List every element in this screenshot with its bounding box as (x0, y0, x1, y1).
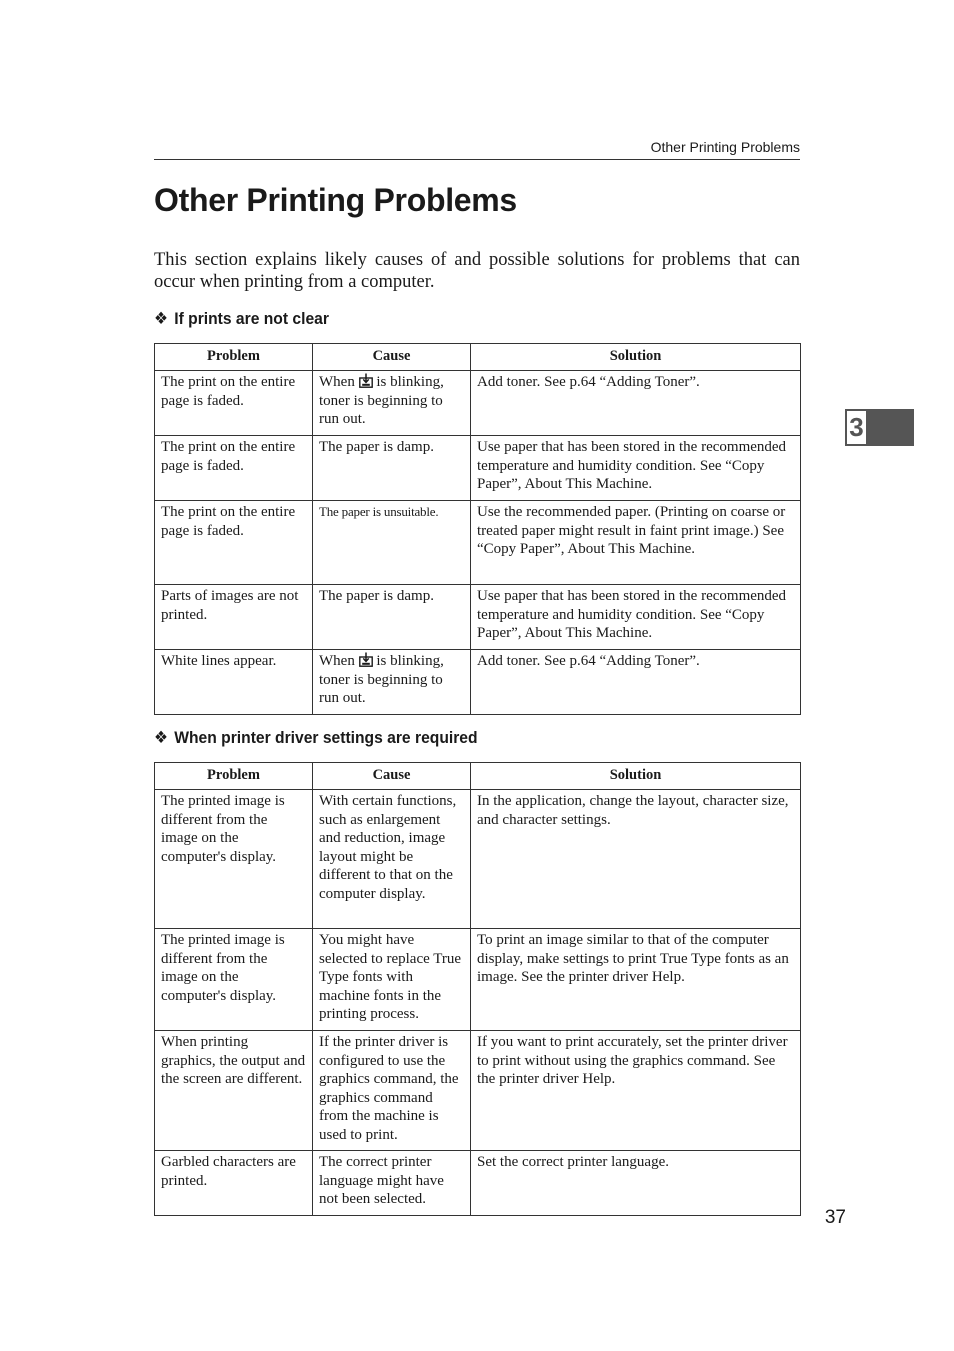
table-driver-settings (154, 762, 801, 1216)
problem-cell: The print on the entire page is faded. (155, 501, 313, 585)
solution-cell: In the application, change the layout, character size, and character settings. (471, 790, 801, 929)
problem-cell: Garbled characters are printed. (155, 1151, 313, 1216)
section-heading-text: When printer driver settings are required (174, 728, 478, 747)
problem-cell: The print on the entire page is faded. (155, 436, 313, 501)
cause-cell (313, 650, 471, 715)
chapter-number: 3 (845, 409, 868, 446)
table-header-row (155, 344, 801, 371)
problem-cell: The printed image is different from the image on the computer's display. (155, 790, 313, 929)
cause-cell: If the printer driver is configured to use the graphics command, the graphics command from the machine is used to print. (313, 1031, 471, 1151)
cause-cell: With certain functions, such as enlargement and reduction, image layout might be different to that on the computer display. (313, 790, 471, 929)
solution-cell: Use paper that has been stored in the recommended temperature and humidity condition. See “Copy Paper”, About This Machine. (471, 585, 801, 650)
table-row (155, 1031, 801, 1151)
table-prints-not-clear (154, 343, 801, 715)
solution-cell: Use the recommended paper. (Printing on coarse or treated paper might result in faint print image.) See “Copy Paper”, About This Machine. (471, 501, 801, 585)
page-number: 37 (824, 1207, 846, 1228)
cause-text-post: is blinking, toner is beginning to run out. (319, 374, 444, 427)
page-title: Other Printing Problems (154, 182, 517, 218)
cause-cell: You might have selected to replace True Type fonts with machine fonts in the printing process. (313, 929, 471, 1031)
table-row (155, 371, 801, 436)
toner-icon (359, 652, 373, 667)
cause-text-post: is blinking, toner is beginning to run out. (319, 653, 444, 706)
table-row (155, 929, 801, 1031)
cause-cell: The paper is unsuitable. (313, 501, 471, 585)
table-header-row (155, 763, 801, 790)
cause-cell: The paper is damp. (313, 436, 471, 501)
problem-cell: White lines appear. (155, 650, 313, 715)
cause-cell (313, 371, 471, 436)
chapter-tab (845, 409, 914, 446)
column-header-solution: Solution (471, 344, 801, 371)
solution-cell: To print an image similar to that of the computer display, make settings to print True Type fonts as an image. See the printer driver Help. (471, 929, 801, 1031)
section-heading-driver-settings (154, 727, 478, 749)
diamond-bullet-icon: ❖ (154, 309, 169, 328)
running-header: Other Printing Problems (154, 138, 800, 160)
table-row (155, 501, 801, 585)
column-header-cause: Cause (313, 344, 471, 371)
cause-text-pre: When (319, 374, 355, 390)
section-heading-text: If prints are not clear (174, 309, 329, 328)
table-row (155, 790, 801, 929)
table-row (155, 650, 801, 715)
column-header-cause: Cause (313, 763, 471, 790)
solution-cell: If you want to print accurately, set the printer driver to print without using the graphics command. See the printer driver Help. (471, 1031, 801, 1151)
problem-cell: Parts of images are not printed. (155, 585, 313, 650)
column-header-problem: Problem (155, 344, 313, 371)
intro-paragraph: This section explains likely causes of and possible solutions for problems that can occur when printing from a computer. (154, 250, 800, 292)
solution-cell: Add toner. See p.64 “Adding Toner”. (471, 650, 801, 715)
diamond-bullet-icon: ❖ (154, 728, 169, 747)
problem-cell: The printed image is different from the image on the computer's display. (155, 929, 313, 1031)
cause-cell: The correct printer language might have not been selected. (313, 1151, 471, 1216)
problem-cell: When printing graphics, the output and the screen are different. (155, 1031, 313, 1151)
section-heading-prints-not-clear (154, 308, 329, 330)
column-header-problem: Problem (155, 763, 313, 790)
solution-cell: Set the correct printer language. (471, 1151, 801, 1216)
cause-cell: The paper is damp. (313, 585, 471, 650)
table-row (155, 1151, 801, 1216)
cause-text-pre: When (319, 653, 355, 669)
column-header-solution: Solution (471, 763, 801, 790)
table-row (155, 585, 801, 650)
solution-cell: Use paper that has been stored in the recommended temperature and humidity condition. See “Copy Paper”, About This Machine. (471, 436, 801, 501)
toner-icon (359, 373, 373, 388)
problem-cell: The print on the entire page is faded. (155, 371, 313, 436)
table-row (155, 436, 801, 501)
solution-cell: Add toner. See p.64 “Adding Toner”. (471, 371, 801, 436)
